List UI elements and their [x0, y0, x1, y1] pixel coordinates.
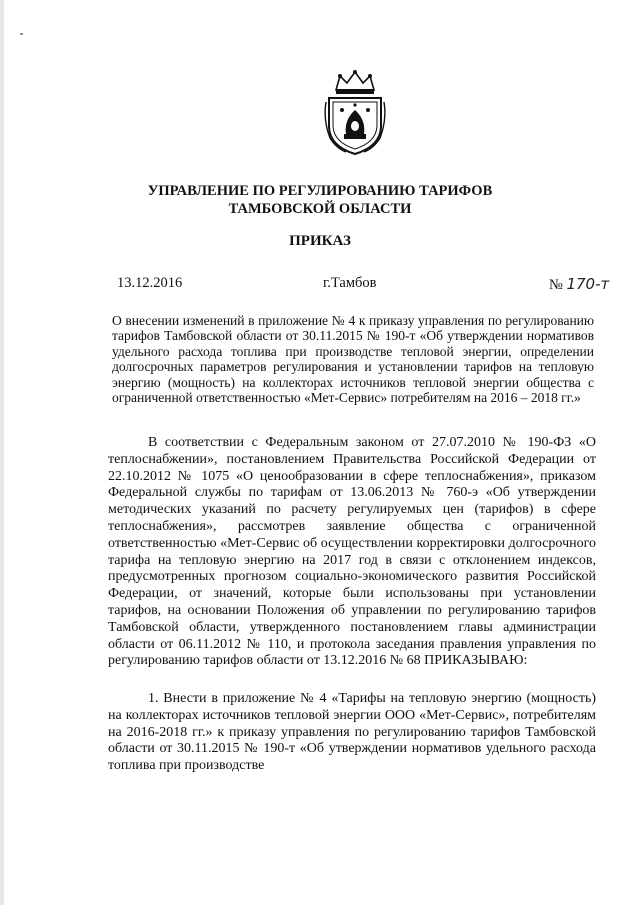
- number-prefix: №: [549, 277, 563, 293]
- document-date: 13.12.2016: [117, 275, 183, 291]
- scan-edge: [0, 0, 4, 905]
- document-type-title: ПРИКАЗ: [289, 233, 351, 249]
- document-city: г.Тамбов: [323, 275, 377, 291]
- body-paragraph-1-text: В соответствии с Федеральным законом от 27.07.2010 № 190-ФЗ «О теплоснабжении», постановлением Правительства Российской Федерации от 22.10.2012 № 1075 «О ценообразовании в сфере теплоснабжения», приказом Федеральной службы по тарифам от 13.06.2013 № 760-э «Об утверждении методических указаний по расчету регулируемых цен (тарифов) в сфере теплоснабжения», рассмотрев заявление общества с ограниченной ответственностью «Мет-Сервис об осуществлении корректировки долгосрочного тарифа на тепловую энергию на 2017 год в связи с отклонением индексов, предусмотренных прогнозом социально-экономического развития Российской Федерации, от значений, которые были использованы при установлении тарифов, на основании Положения об управлении по регулированию тарифов Тамбовской области, утвержденного постановлением главы администрации области от 06.11.2012 № 110, и протокола заседания правления управления по регулированию тарифов области от 13.12.2016 № 68 ПРИКАЗЫВАЮ:: [108, 435, 596, 669]
- organization-name-line2: ТАМБОВСКОЙ ОБЛАСТИ: [228, 201, 412, 217]
- document-number: [549, 275, 609, 294]
- body-paragraph-2-text: 1. Внести в приложение № 4 «Тарифы на тепловую энергию (мощность) на коллекторах источников тепловой энергии ООО «Мет-Сервис», потребителям на 2016-2018 гг.» к приказу управления по регулированию тарифов Тамбовской области от 30.11.2015 № 190-т «Об утверждении нормативов удельного расхода топлива при производстве: [108, 691, 596, 774]
- body-paragraph-2: [108, 691, 596, 775]
- document-subject: О внесении изменений в приложение № 4 к приказу управления по регулированию тарифов Тамбовской области от 30.11.2015 № 190-т «Об утверждении нормативов удельного расхода топлива при производстве тепловой энергии, определении долгосрочных параметров регулирования и установлении тарифов на тепловую энергию (мощность) на коллекторах источников тепловой энергии общества с ограниченной ответственностью «Мет-Сервис» потребителям на 2016 – 2018 гг.»: [112, 313, 594, 406]
- body-paragraph-1: [108, 435, 596, 670]
- handwritten-number: 170-т: [566, 275, 610, 293]
- scan-artifact: [20, 33, 23, 35]
- organization-name-line1: УПРАВЛЕНИЕ ПО РЕГУЛИРОВАНИЮ ТАРИФОВ: [147, 183, 493, 199]
- tambov-coat-of-arms-icon: [322, 68, 388, 156]
